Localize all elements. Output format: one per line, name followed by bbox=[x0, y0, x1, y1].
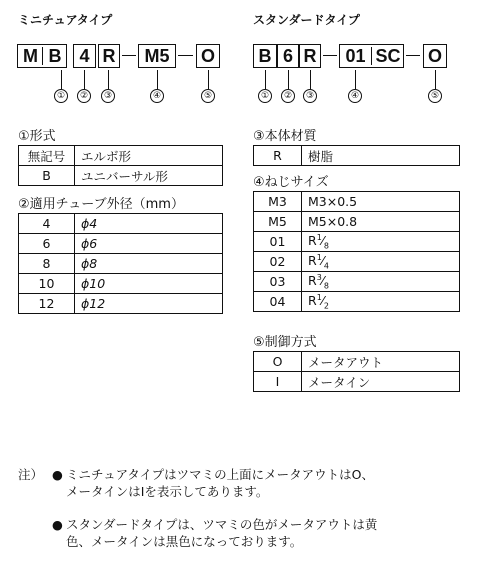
code-dash bbox=[406, 55, 420, 56]
thread-r-label: R bbox=[308, 272, 317, 288]
table-row bbox=[254, 292, 460, 312]
code-char-m: M bbox=[23, 46, 38, 66]
tube-phi-cell: ϕ10 bbox=[75, 274, 223, 294]
table-row bbox=[254, 352, 460, 372]
thread-desc-cell: $R^1⁄_4$ bbox=[302, 252, 460, 272]
marker-5: ⑤ bbox=[428, 89, 442, 103]
marker-line bbox=[310, 70, 311, 89]
control-code-cell: O bbox=[254, 352, 302, 372]
marker-line bbox=[157, 70, 158, 89]
code-thread-suffix: SC bbox=[375, 46, 401, 66]
miniature-type-heading: ミニチュアタイプ bbox=[18, 13, 113, 27]
thread-r-label: R bbox=[308, 252, 317, 268]
table-row bbox=[19, 294, 223, 314]
note-1-bullet: ● bbox=[52, 467, 63, 482]
table-row bbox=[254, 252, 460, 272]
code-box-control: O bbox=[423, 44, 447, 68]
table-row bbox=[254, 232, 460, 252]
thread-fraction-denominator: 4 bbox=[323, 261, 329, 271]
note-2-line-2: 色、メータインは黒色になっております。 bbox=[66, 534, 303, 549]
code-dash bbox=[122, 55, 136, 56]
marker-line bbox=[265, 70, 266, 89]
marker-4: ④ bbox=[348, 89, 362, 103]
thread-fraction-numerator: 1 bbox=[316, 292, 322, 302]
code-box-material: R bbox=[98, 44, 120, 68]
note-2-bullet: ● bbox=[52, 517, 63, 532]
thread-code-cell: M5 bbox=[254, 212, 302, 232]
thread-desc-cell: M3×0.5 bbox=[302, 192, 460, 212]
table-row bbox=[19, 214, 223, 234]
thread-fraction-numerator: 1 bbox=[316, 232, 322, 242]
control-desc-cell: メータイン bbox=[302, 372, 460, 392]
marker-line bbox=[355, 70, 356, 89]
thread-section-title: ④ねじサイズ bbox=[253, 175, 329, 190]
code-dash bbox=[323, 55, 337, 56]
thread-desc-cell: M5×0.8 bbox=[302, 212, 460, 232]
control-code-cell: I bbox=[254, 372, 302, 392]
material-code-cell: R bbox=[254, 146, 302, 166]
code-box-material: R bbox=[299, 44, 321, 68]
thread-table bbox=[253, 191, 460, 312]
code-box-tube-size: 4 bbox=[73, 44, 96, 68]
note-1-line-1: ミニチュアタイプはツマミの上面にメータアウトはO、 bbox=[66, 467, 374, 482]
thread-code-cell: 02 bbox=[254, 252, 302, 272]
form-desc-cell: ユニバーサル形 bbox=[75, 166, 223, 186]
table-row bbox=[19, 274, 223, 294]
thread-fraction-denominator: 8 bbox=[323, 281, 329, 291]
tube-size-cell: 4 bbox=[19, 214, 75, 234]
form-code-cell: B bbox=[19, 166, 75, 186]
marker-line bbox=[61, 70, 62, 89]
thread-fraction-numerator: 1 bbox=[316, 252, 322, 262]
thread-desc-cell: $R^1⁄_8$ bbox=[302, 232, 460, 252]
table-row bbox=[19, 254, 223, 274]
marker-1: ① bbox=[258, 89, 272, 103]
tube-size-cell: 6 bbox=[19, 234, 75, 254]
table-row bbox=[254, 212, 460, 232]
marker-3: ③ bbox=[303, 89, 317, 103]
marker-2: ② bbox=[77, 89, 91, 103]
standard-type-heading: スタンダードタイプ bbox=[253, 13, 360, 27]
form-table bbox=[18, 145, 223, 186]
code-box-thread: M5 bbox=[138, 44, 176, 68]
note-1-line-2: メータインはIを表示してあります。 bbox=[66, 484, 269, 499]
marker-1: ① bbox=[54, 89, 68, 103]
control-section-title: ⑤制御方式 bbox=[253, 335, 317, 350]
marker-line bbox=[84, 70, 85, 89]
table-row bbox=[254, 372, 460, 392]
marker-4: ④ bbox=[150, 89, 164, 103]
code-box-control: O bbox=[196, 44, 220, 68]
code-box-form bbox=[17, 44, 67, 68]
thread-code-cell: 01 bbox=[254, 232, 302, 252]
marker-5: ⑤ bbox=[201, 89, 215, 103]
thread-code-cell: M3 bbox=[254, 192, 302, 212]
code-char-b: B bbox=[48, 46, 62, 66]
code-dash bbox=[178, 55, 193, 56]
form-section-title: ①形式 bbox=[18, 129, 56, 144]
material-desc-cell: 樹脂 bbox=[302, 146, 460, 166]
thread-desc-cell: $R^1⁄_2$ bbox=[302, 292, 460, 312]
tube-phi-cell: ϕ6 bbox=[75, 234, 223, 254]
material-section-title: ③本体材質 bbox=[253, 129, 317, 144]
thread-desc-cell: $R^3⁄_8$ bbox=[302, 272, 460, 292]
marker-line bbox=[208, 70, 209, 89]
thread-fraction-denominator: 8 bbox=[323, 241, 329, 251]
control-table bbox=[253, 351, 460, 392]
tube-phi-cell: ϕ8 bbox=[75, 254, 223, 274]
tube-size-cell: 12 bbox=[19, 294, 75, 314]
tube-section-title: ②適用チューブ外径（mm） bbox=[18, 197, 184, 212]
table-row bbox=[19, 166, 223, 186]
thread-r-label: R bbox=[308, 292, 317, 308]
marker-3: ③ bbox=[101, 89, 115, 103]
form-code-cell: 無記号 bbox=[19, 146, 75, 166]
thread-code-cell: 03 bbox=[254, 272, 302, 292]
thread-fraction-denominator: 2 bbox=[323, 301, 329, 311]
marker-line bbox=[288, 70, 289, 89]
code-box-tube-size: 6 bbox=[277, 44, 299, 68]
table-row bbox=[254, 146, 460, 166]
code-box-form: B bbox=[253, 44, 277, 68]
note-2-line-1: スタンダードタイプは、ツマミの色がメータアウトは黄 bbox=[66, 517, 378, 532]
form-desc-cell: エルボ形 bbox=[75, 146, 223, 166]
tube-table bbox=[18, 213, 223, 314]
table-row bbox=[254, 272, 460, 292]
control-desc-cell: メータアウト bbox=[302, 352, 460, 372]
tube-size-cell: 10 bbox=[19, 274, 75, 294]
tube-size-cell: 8 bbox=[19, 254, 75, 274]
code-box-thread bbox=[339, 44, 404, 68]
marker-line bbox=[108, 70, 109, 89]
notes-label: 注） bbox=[18, 467, 44, 482]
table-row bbox=[19, 234, 223, 254]
tube-phi-cell: ϕ4 bbox=[75, 214, 223, 234]
code-thread-size: 01 bbox=[345, 46, 366, 66]
thread-fraction-numerator: 3 bbox=[316, 272, 322, 282]
marker-line bbox=[435, 70, 436, 89]
table-row bbox=[19, 146, 223, 166]
marker-2: ② bbox=[281, 89, 295, 103]
thread-r-label: R bbox=[308, 232, 317, 248]
tube-phi-cell: ϕ12 bbox=[75, 294, 223, 314]
thread-code-cell: 04 bbox=[254, 292, 302, 312]
material-table bbox=[253, 145, 460, 166]
table-row bbox=[254, 192, 460, 212]
